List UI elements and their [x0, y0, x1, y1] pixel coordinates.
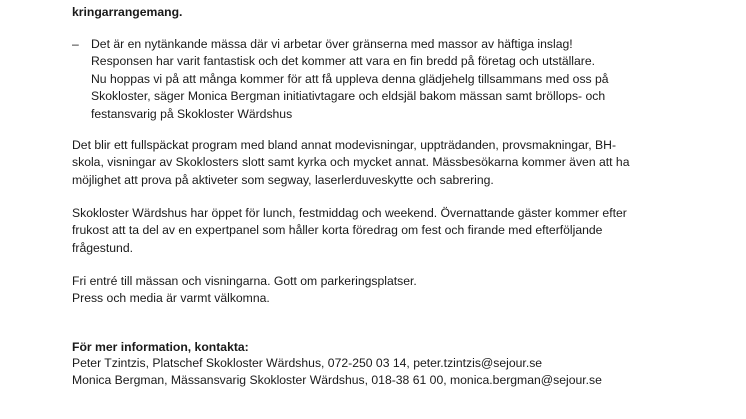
contact-entry: Peter Tzintzis, Platschef Skokloster Wärdshus, 072-250 03 14, peter.tzintzis@sejour.se: [72, 356, 543, 370]
quote-line: Skokloster, säger Monica Bergman initiativtagare och eldsjäl bakom mässan samt bröllops- och: [91, 89, 606, 104]
paragraph-line: frågestund.: [72, 240, 133, 255]
quote-line: Nu hoppas vi på att många kommer för att få uppleva denna glädjehelg tillsammans med oss på: [91, 71, 609, 86]
paragraph-line: Skokloster Wärdshus har öppet för lunch, festmiddag och weekend. Övernattande gäster kommer efter: [72, 206, 627, 220]
contact-entry: Monica Bergman, Mässansvarig Skokloster Wärdshus, 018-38 61 00, monica.bergman@sejour.se: [72, 373, 602, 387]
quote-dash: –: [72, 37, 79, 51]
paragraph-line: Det blir ett fullspäckat program med bland annat modevisningar, uppträdanden, provsmakningar, BH-: [72, 138, 616, 152]
paragraph-line: Press och media är varmt välkomna.: [72, 291, 270, 306]
paragraph-line: skola, visningar av Skoklosters slott samt kyrka och mycket annat. Mässbesökarna kommer även att ha: [72, 155, 630, 170]
heading-continuation: kringarrangemang.: [72, 5, 183, 19]
paragraph-line: möjlighet att prova på aktiveter som segway, laserlerduveskytte och sabrering.: [72, 172, 494, 187]
quote-line: Responsen har varit fantastisk och det kommer att vara en fin bredd på företag och utställare.: [91, 54, 596, 69]
contact-heading: För mer information, kontakta:: [72, 340, 249, 354]
opening-hours-paragraph: [72, 205, 712, 257]
program-paragraph: [72, 137, 712, 189]
quote-line: festansvarig på Skokloster Wärdshus: [91, 106, 293, 121]
quote-line: Det är en nytänkande mässa där vi arbetar över gränserna med massor av häftiga inslag!: [91, 37, 573, 51]
paragraph-line: Fri entré till mässan och visningarna. Gott om parkeringsplatser.: [72, 274, 417, 288]
quote-text: [91, 36, 691, 123]
paragraph-line: frukost att ta del av en expertpanel som håller korta föredrag om fest och firande med efterföljande: [72, 223, 603, 238]
entry-paragraph: [72, 273, 712, 308]
